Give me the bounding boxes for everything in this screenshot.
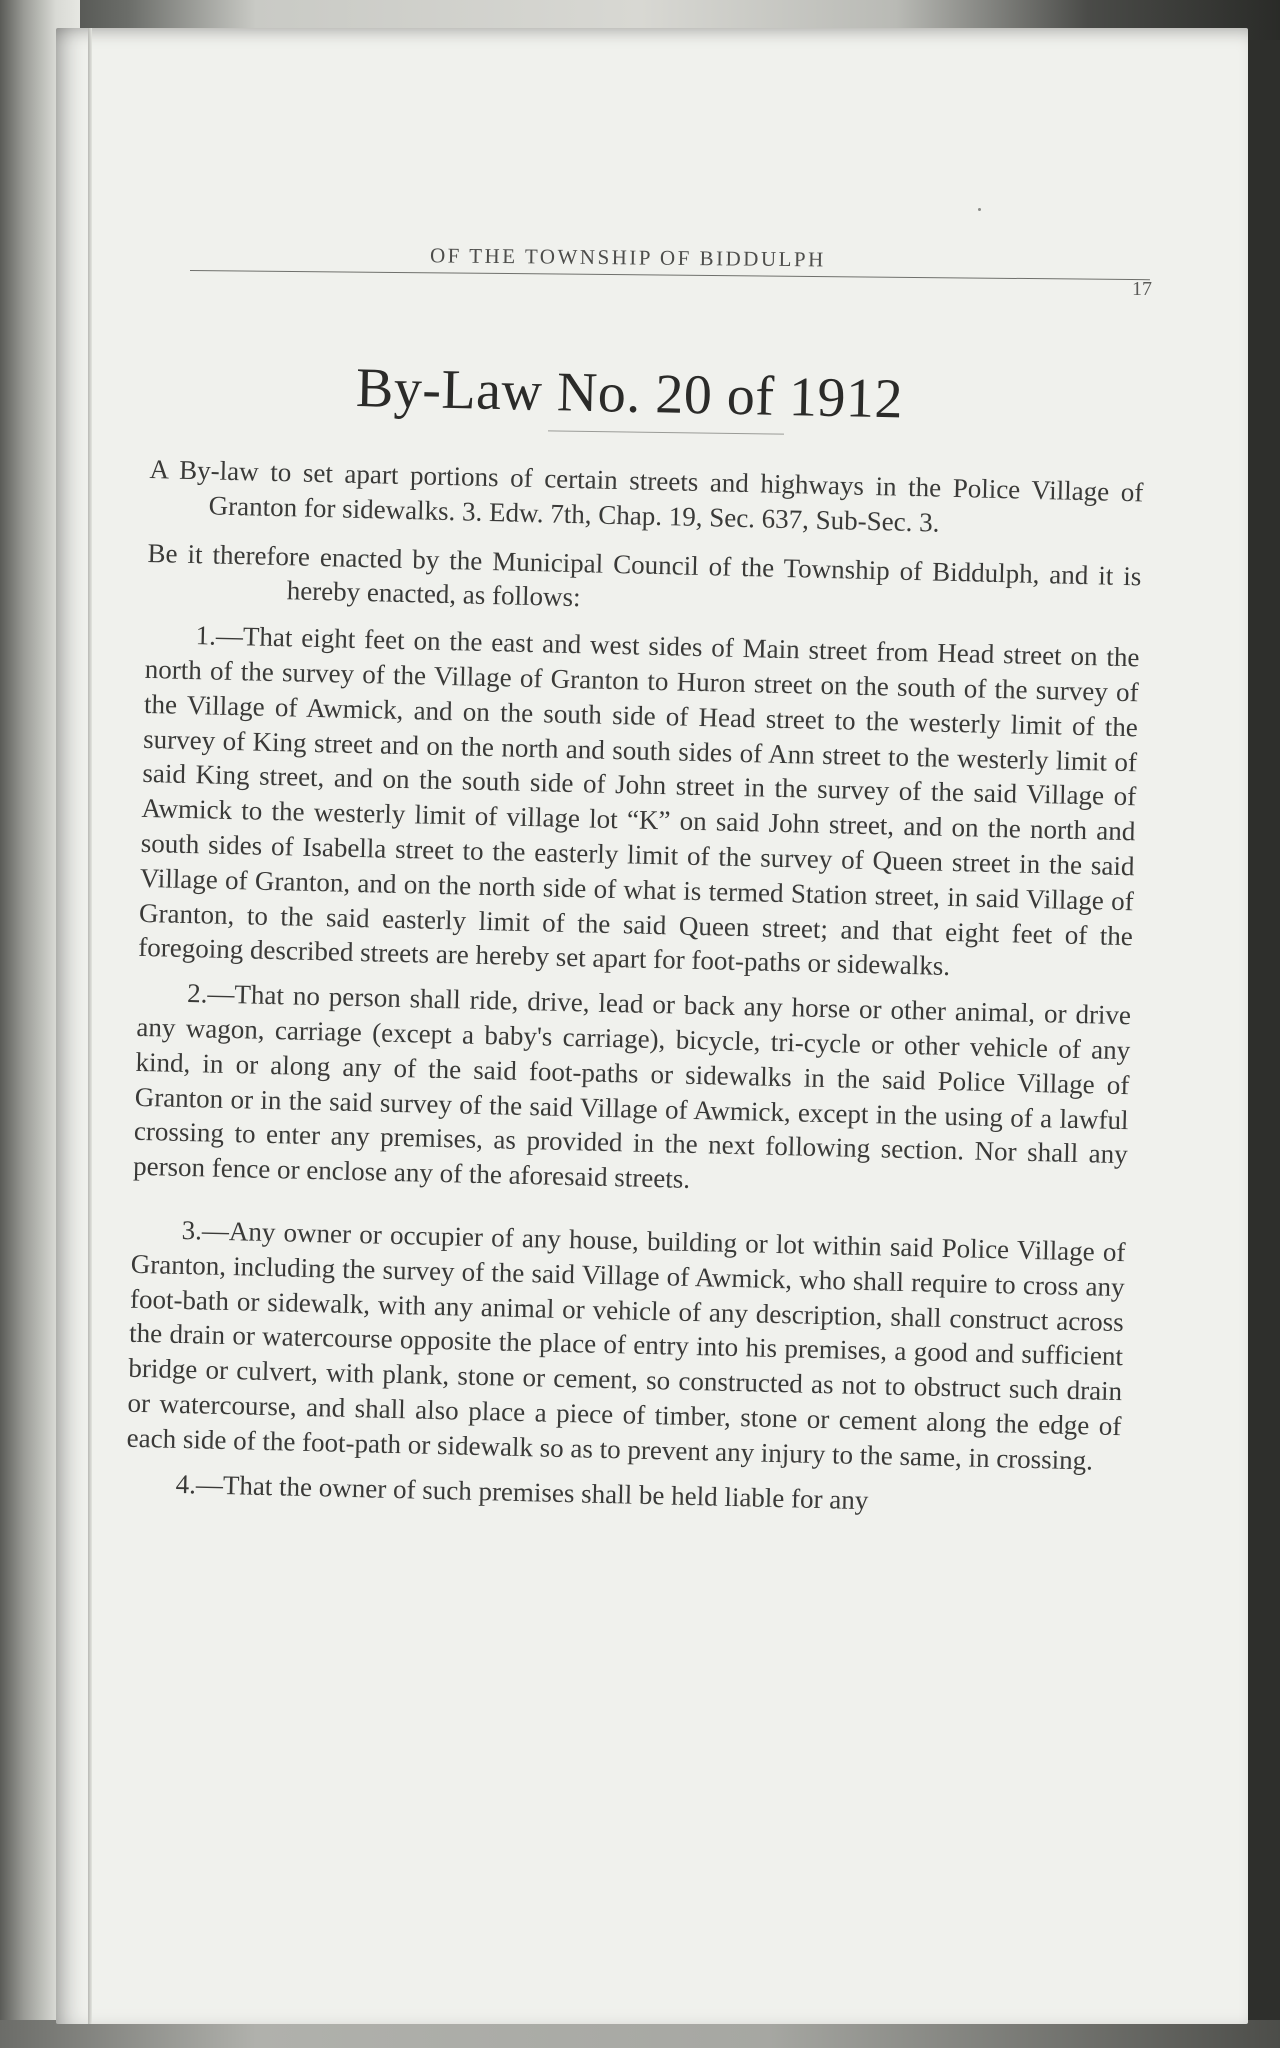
bylaw-body (125, 452, 1143, 1523)
scan-background-bottom (0, 2020, 1280, 2048)
bylaw-title: By-Law No. 20 of 1912 (355, 356, 904, 430)
page-fold (88, 28, 92, 2024)
clause-4: 4.—That the owner of such premises shall be held liable for any (175, 1468, 869, 1515)
enactment-clause: Be it therefore enacted by the Municipal Council of the Township of Biddulph, and it is hereby enacted, as follows: (147, 537, 1142, 613)
clause-1: 1.—That eight feet on the east and west sides of Main street from Head street on the north of the survey of the Village of Granton to Huron street on the south of the survey of the Village of Awmick, and on the south side of Head street to the westerly limit of the survey of King street and on the north and south sides of Ann street to the westerly limit of said King street, and on the south side of John street in the survey of the said Village of Awmick to the westerly limit of village lot “K” on said John street, and on the north and south sides of Isabella street to the easterly limit of the survey of Queen street in the said Village of Granton, and on the north side of what is termed Station street, in said Village of Granton, to the said easterly limit of the said Queen street; and that eight feet of the foregoing described streets are hereby set apart for foot-paths or sidewalks. (137, 620, 1140, 982)
running-head: OF THE TOWNSHIP OF BIDDULPH (429, 243, 826, 272)
scan-speck (978, 208, 981, 211)
clause-3: 3.—Any owner or occupier of any house, building or lot within said Police Village of Granton, including the survey of the said Village of Awmick, who shall require to cross any foot-bath or sidewalk, with any animal or vehicle of any description, shall construct across the drain or watercourse opposite the place of entry into his premises, a good and sufficient bridge or culvert, with plank, stone or cement, so constructed as not to obstruct such drain or watercourse, and shall also place a piece of timber, stone or cement along the edge of each side of the foot-path or sidewalk so as to prevent any injury to the same, in crossing. (126, 1214, 1126, 1476)
page-number: 17 (1132, 278, 1152, 300)
preamble: A By-law to set apart portions of certain streets and highways in the Police Village of Granton for sidewalks. 3. Edw. 7th, Chap. 19, Sec. 637, Sub-Sec. 3. (149, 453, 1144, 538)
clause-2: 2.—That no person shall ride, drive, lead or back any horse or other animal, or drive any wagon, carriage (except a baby's carriage), bicycle, tri-cycle or other vehicle of any kind, in or along any of the said foot-paths or sidewalks in the said Police Village of Granton or in the said survey of the said Village of Awmick, except in the using of a lawful crossing to enter any premises, as provided in the next following section. Nor shall any person fence or enclose any of the aforesaid streets. (132, 978, 1132, 1195)
